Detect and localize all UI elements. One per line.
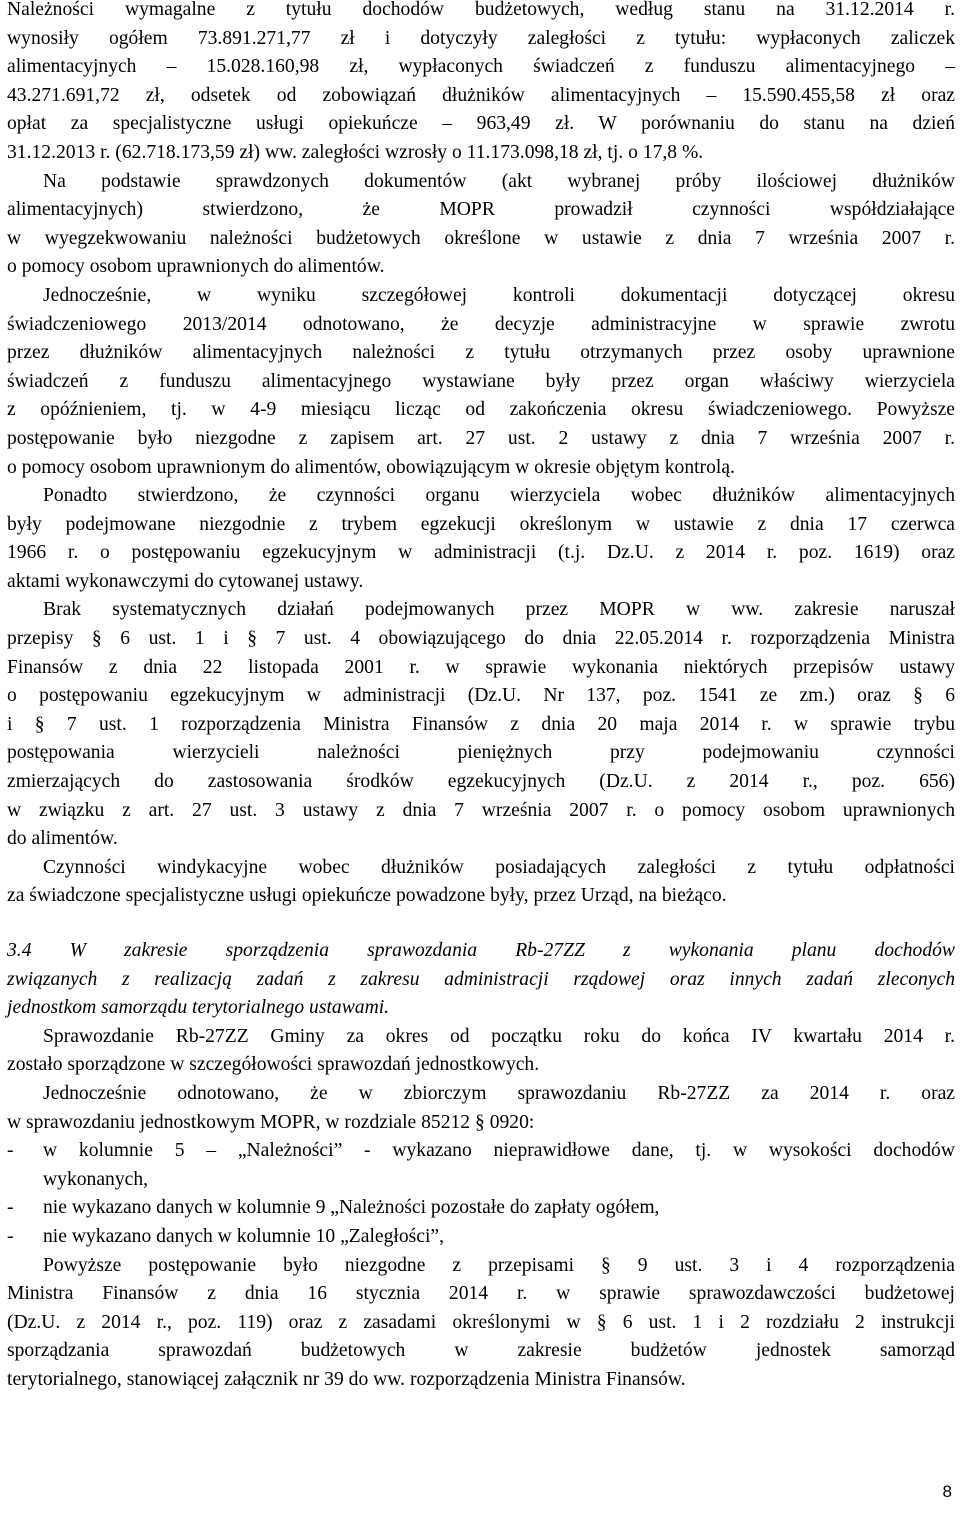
bullet-list — [7, 1137, 955, 1251]
text-line: wynosiły ogółem 73.891.271,77 zł i dotyczyły zaległości z tytułu: wypłaconych zaliczek — [7, 27, 955, 49]
text-line: Należności wymagalne z tytułu dochodów budżetowych, według stanu na 31.12.2014 r. — [7, 0, 955, 20]
text-line: były podejmowane niezgodnie z trybem egzekucji określonym w ustawie z dnia 17 czerwca — [7, 513, 955, 535]
text-line: (Dz.U. z 2014 r., poz. 119) oraz z zasadami określonymi w § 6 ust. 1 i 2 rozdziału 2 instrukcji — [7, 1311, 955, 1333]
text-line: zostało sporządzone w szczegółowości sprawozdań jednostkowych. — [7, 1054, 540, 1076]
text-line: terytorialnego, stanowiącej załącznik nr 39 do ww. rozporządzenia Ministra Finansów. — [7, 1368, 686, 1390]
text-line: w sprawozdaniu jednostkowym MOPR, w rozdziale 85212 § 0920: — [7, 1111, 535, 1133]
heading-line: związanych z realizacją zadań z zakresu administracji rządowej oraz innych zadań zleconych — [7, 968, 955, 990]
paragraph-regulations — [7, 596, 955, 853]
text-line: do alimentów. — [7, 828, 118, 850]
text-line: postępowanie było niezgodne z zapisem art. 27 ust. 2 ustawy z dnia 7 września 2007 r. — [7, 427, 955, 449]
text-line: alimentacyjnych) stwierdzono, że MOPR prowadził czynności współdziałające — [7, 199, 955, 221]
text-line: 1966 r. o postępowaniu egzekucyjnym w administracji (t.j. Dz.U. z 2014 r. poz. 1619) oraz — [7, 542, 955, 564]
paragraph-collection — [7, 854, 955, 911]
paragraph-report — [7, 1023, 955, 1080]
text-line: Sprawozdanie Rb-27ZZ Gminy za okres od początku roku do końca IV kwartału 2014 r. — [43, 1025, 955, 1047]
paragraph-conclusion — [7, 1252, 955, 1395]
text-line: o postępowaniu egzekucyjnym w administracji (Dz.U. Nr 137, poz. 1541 ze zm.) oraz § 6 — [7, 685, 955, 707]
paragraph-receivables — [7, 0, 955, 168]
list-item — [7, 1194, 955, 1223]
text-line: aktami wykonawczymi do cytowanej ustawy. — [7, 570, 364, 592]
text-line: wykonanych, — [43, 1168, 149, 1190]
text-line: Powyższe postępowanie było niezgodne z przepisami § 9 ust. 3 i 4 rozporządzenia — [43, 1254, 955, 1276]
text-line: 31.12.2013 r. (62.718.173,59 zł) ww. zaległości wzrosły o 11.173.098,18 zł, tj. o 17,8 %. — [7, 141, 704, 163]
text-line: Ponadto stwierdzono, że czynności organu wierzyciela wobec dłużników alimentacyjnych — [43, 485, 955, 507]
text-line: za świadczone specjalistyczne usługi opiekuńcze powadzone były, przez Urząd, na bieżąco. — [7, 885, 727, 907]
text-line: przepisy § 6 ust. 1 i § 7 ust. 4 obowiązującego do dnia 22.05.2014 r. rozporządzenia Ministra — [7, 628, 955, 650]
text-line: z opóźnieniem, tj. w 4-9 miesiącu licząc od zakończenia okresu świadczeniowego. Powyższe — [7, 399, 955, 421]
text-line: Jednocześnie odnotowano, że w zbiorczym sprawozdaniu Rb-27ZZ za 2014 r. oraz — [43, 1082, 955, 1104]
list-item-text: w kolumnie 5 – „Należności” - wykazano nieprawidłowe dane, tj. w wysokości dochodów — [43, 1140, 955, 1162]
list-dash: - — [7, 1225, 14, 1247]
document-page — [7, 0, 955, 1395]
text-line: Ministra Finansów z dnia 16 stycznia 2014 r. w sprawie sprawozdawczości budżetowej — [7, 1283, 955, 1305]
text-line — [7, 1194, 955, 1223]
heading-line: jednostkom samorządu terytorialnego ustawami. — [7, 997, 390, 1019]
list-item-text: nie wykazano danych w kolumnie 9 „Należności pozostałe do zapłaty ogółem, — [43, 1197, 660, 1219]
list-dash: - — [7, 1197, 14, 1219]
heading-line: 3.4 W zakresie sporządzenia sprawozdania Rb-27ZZ z wykonania planu dochodów — [7, 940, 955, 961]
text-line: Czynności windykacyjne wobec dłużników posiadających zaległości z tytułu odpłatności — [43, 856, 955, 878]
list-item — [7, 1223, 955, 1252]
text-line: i § 7 ust. 1 rozporządzenia Ministra Finansów z dnia 20 maja 2014 r. w sprawie trybu — [7, 713, 955, 735]
text-line: świadczeniowego 2013/2014 odnotowano, że decyzje administracyjne w sprawie zwrotu — [7, 313, 955, 335]
text-line: świadczeń z funduszu alimentacyjnego wystawiane były przez organ właściwy wierzyciela — [7, 370, 955, 392]
page-number: 8 — [942, 1482, 952, 1501]
text-line: o pomocy osobom uprawnionych do alimentów. — [7, 256, 385, 278]
text-line: sporządzania sprawozdań budżetowych w zakresie budżetów jednostek samorząd — [7, 1340, 955, 1362]
list-dash: - — [7, 1140, 14, 1162]
paragraph-enforcement — [7, 482, 955, 596]
text-line: Jednocześnie, w wyniku szczegółowej kontroli dokumentacji dotyczącej okresu — [43, 284, 955, 306]
paragraph-findings — [7, 1080, 955, 1137]
list-item — [7, 1137, 955, 1194]
text-line: przez dłużników alimentacyjnych należności z tytułu otrzymanych przez osoby uprawnione — [7, 342, 955, 364]
text-line: postępowania wierzycieli należności pieniężnych przy podejmowaniu czynności — [7, 742, 955, 764]
text-line — [7, 1137, 955, 1166]
text-line: Na podstawie sprawdzonych dokumentów (akt wybranej próby ilościowej dłużników — [43, 170, 955, 192]
text-line: 43.271.691,72 zł, odsetek od zobowiązań dłużników alimentacyjnych – 15.590.455,58 zł oraz — [7, 84, 955, 106]
list-item-text: nie wykazano danych w kolumnie 10 „Zaległości”, — [43, 1225, 444, 1247]
section-heading — [7, 937, 955, 1023]
text-line: w wyegzekwowaniu należności budżetowych określone w ustawie z dnia 7 września 2007 r. — [7, 227, 955, 249]
text-line: Brak systematycznych działań podejmowanych przez MOPR w ww. zakresie naruszał — [43, 599, 955, 621]
text-line: w związku z art. 27 ust. 3 ustawy z dnia 7 września 2007 r. o pomocy osobom uprawnionych — [7, 799, 955, 821]
text-line: alimentacyjnych – 15.028.160,98 zł, wypłaconych świadczeń z funduszu alimentacyjnego – — [7, 56, 955, 78]
text-line: o pomocy osobom uprawnionym do alimentów, obowiązującym w okresie objętym kontrolą. — [7, 456, 735, 478]
text-line: opłat za specjalistyczne usługi opiekuńcze – 963,49 zł. W porównaniu do stanu na dzień — [7, 113, 955, 135]
paragraph-inspection — [7, 282, 955, 482]
text-line: zmierzających do zastosowania środków egzekucyjnych (Dz.U. z 2014 r., poz. 656) — [7, 771, 955, 793]
paragraph-documents — [7, 168, 955, 282]
text-line: Finansów z dnia 22 listopada 2001 r. w sprawie wykonania niektórych przepisów ustawy — [7, 656, 955, 678]
text-line — [7, 1223, 955, 1252]
